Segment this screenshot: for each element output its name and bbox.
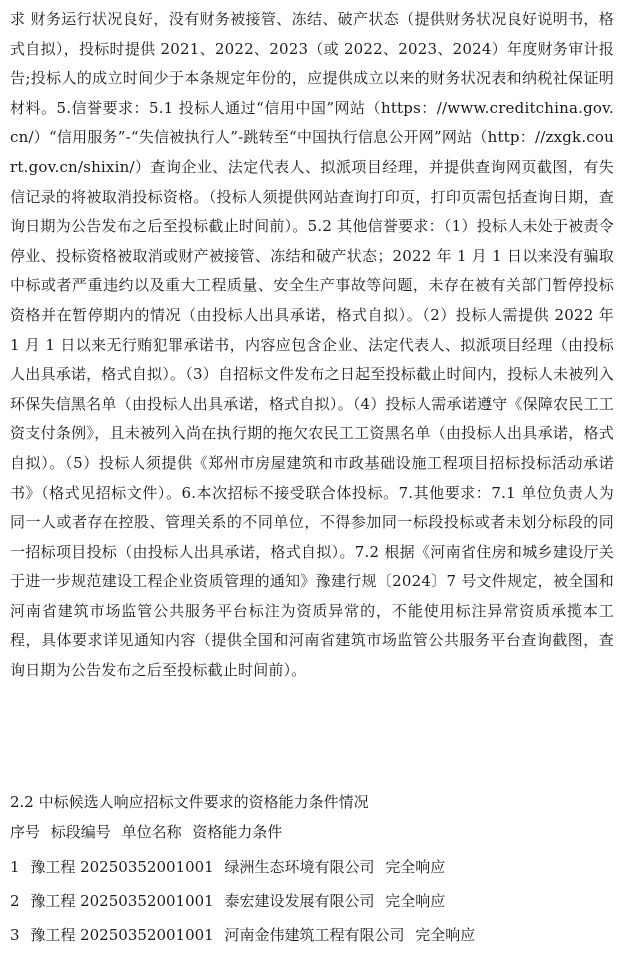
- row-company: 绿洲生态环境有限公司: [224, 858, 375, 876]
- row-status: 完全响应: [385, 858, 446, 876]
- table-row: [10, 923, 481, 947]
- row-no: 3: [10, 926, 20, 944]
- header-company: 单位名称: [121, 823, 182, 841]
- row-company: 泰宏建设发展有限公司: [224, 892, 375, 910]
- table-row: [10, 855, 451, 879]
- qualification-requirements-paragraph: 求 财务运行状况良好，没有财务被接管、冻结、破产状态（提供财务状况良好说明书，格式自拟），投标时提供 2021、2022、2023（或 2022、2023、2024）年度财务审计报告;投标人的成立时间少于本条规定年份的，应提供成立以来的财务状况表和纳税社保证明材料。5.信誉要求：5.1 投标人通过“信用中国”网站（https：//www.creditchina.gov.cn/）“信用服务”-“失信被执行人”-跳转至“中国执行信息公开网”网站（http：//zxgk.court.gov.cn/shixin/）查询企业、法定代表人、拟派项目经理，并提供查询网页截图，有失信记录的将被取消投标资格。（投标人须提供网站查询打印页，打印页需包括查询日期，查询日期为公告发布之后至投标截止时间前）。5.2 其他信誉要求：（1）投标人未处于被责令停业、投标资格被取消或财产被接管、冻结和破产状态；2022 年 1 月 1 日以来没有骗取中标或者严重违约以及重大工程质量、安全生产事故等问题，未存在被有关部门暂停投标资格并在暂停期内的情况（由投标人出具承诺，格式自拟）。（2）投标人需提供 2022 年 1 月 1 日以来无行贿犯罪承诺书，内容应包含企业、法定代表人、拟派项目经理（由投标人出具承诺，格式自拟）。（3）自招标文件发布之日起至投标截止时间内，投标人未被列入环保失信黑名单（由投标人出具承诺，格式自拟）。（4）投标人需承诺遵守《保障农民工工资支付条例》，且未被列入尚在执行期的拖欠农民工工资黑名单（由投标人出具承诺，格式自拟）。（5）投标人须提供《郑州市房屋建筑和市政基础设施工程项目招标投标活动承诺书》（格式见招标文件）。6.本次招标不接受联合体投标。7.其他要求：7.1 单位负责人为同一人或者存在控股、管理关系的不同单位，不得参加同一标段投标或者未划分标段的同一招标项目投标（由投标人出具承诺，格式自拟）。7.2 根据《河南省住房和城乡建设厅关于进一步规范建设工程企业资质管理的通知》豫建行规〔2024〕7 号文件规定，被全国和河南省建筑市场监管公共服务平台标注为资质异常的，不能使用标注异常资质承揽本工程，具体要求详见通知内容（提供全国和河南省建筑市场监管公共服务平台查询截图，查询日期为公告发布之后至投标截止时间前）。: [10, 10, 614, 680]
- document-body: [10, 5, 614, 686]
- row-company: 河南金伟建筑工程有限公司: [224, 926, 405, 944]
- row-no: 1: [10, 858, 20, 876]
- row-status: 完全响应: [385, 892, 446, 910]
- row-no: 2: [10, 892, 20, 910]
- table-row: [10, 889, 451, 913]
- section-title: 2.2 中标候选人响应招标文件要求的资格能力条件情况: [10, 793, 369, 811]
- header-no: 序号: [10, 823, 41, 841]
- row-status: 完全响应: [415, 926, 476, 944]
- header-section-code: 标段编号: [50, 823, 111, 841]
- table-header: [10, 820, 288, 844]
- header-qualification: 资格能力条件: [192, 823, 283, 841]
- row-section-code: 豫工程 20250352001001: [30, 892, 214, 910]
- row-section-code: 豫工程 20250352001001: [30, 926, 214, 944]
- row-section-code: 豫工程 20250352001001: [30, 858, 214, 876]
